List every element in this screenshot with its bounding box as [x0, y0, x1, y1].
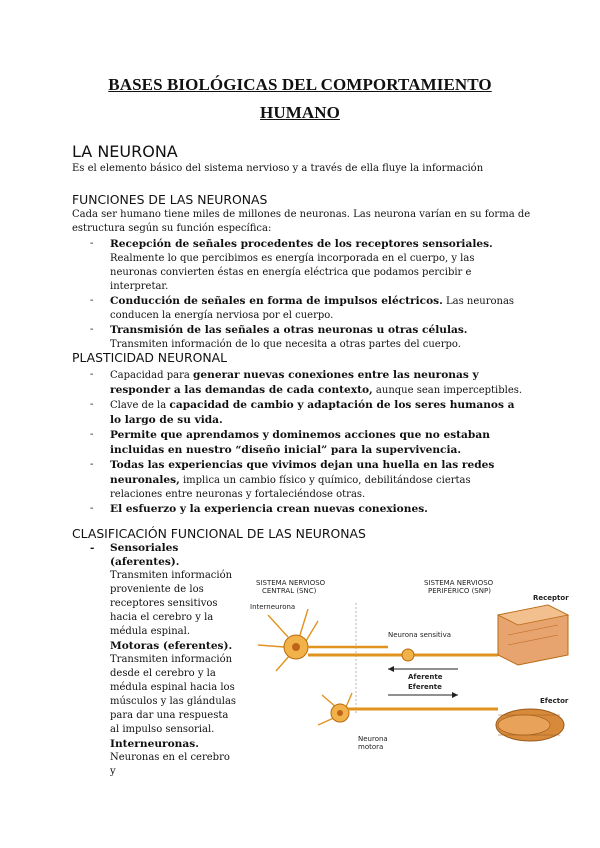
document-title-line2: HUMANO — [260, 103, 340, 122]
effector-muscle — [496, 709, 564, 741]
section-heading-funciones: FUNCIONES DE LAS NEURONAS — [72, 192, 268, 207]
interneuronas-title: Interneuronas. — [110, 738, 199, 750]
motoras-text: Transmiten información desde el cerebro y la médula espinal hacia los músculos y las glándulas para dar una respuesta al impulso sensorial. — [110, 654, 237, 735]
efferent-arrow — [452, 692, 458, 698]
funciones-item-bold: Transmisión de las señales a otras neuronas u otras células. — [110, 324, 468, 336]
interneurona-label: Interneurona — [250, 603, 296, 611]
interneuronas-text: Neuronas en el cerebro y — [110, 752, 230, 777]
afferent-arrow — [388, 666, 394, 672]
plasticidad-item-post: aunque sean imperceptibles. — [372, 385, 523, 396]
sensoriales-text: Transmiten información proveniente de los receptores sensitivos hacia el cerebro y la médula espinal. — [110, 570, 233, 637]
sensory-neuron-body — [402, 649, 414, 661]
funciones-item-text: Transmiten información de lo que necesita a otras partes del cuerpo. — [110, 339, 461, 350]
funciones-item — [88, 237, 524, 294]
motoras-title: Motoras (eferentes). — [110, 640, 233, 652]
clasificacion-list — [88, 541, 238, 779]
efector-label: Efector — [540, 697, 569, 705]
section-heading-plasticidad: PLASTICIDAD NEURONAL — [72, 350, 227, 365]
interneuron-cell — [258, 609, 388, 671]
plasticidad-item — [88, 458, 524, 502]
plasticidad-item-bold: Todas las experiencias que vivimos dejan una huella en las redes neuronales, — [110, 459, 495, 486]
snc-label-line2: CENTRAL (SNC) — [262, 587, 317, 595]
funciones-item — [88, 323, 524, 352]
sensoriales-title: - Sensoriales (aferentes). — [88, 541, 238, 569]
funciones-item-text: Realmente lo que percibimos es energía incorporada en el cuerpo, y las neuronas convierten éstas en energía eléctrica que podamos percibir e interpretar. — [110, 253, 475, 292]
neurona-definition: Es el elemento básico del sistema nervioso y a través de ella fluye la información — [72, 163, 484, 174]
snp-label-line1: SISTEMA NERVIOSO — [424, 579, 494, 587]
plasticidad-item-post: implica un cambio físico y químico, debilitándose ciertas relaciones entre neuronas y fortaleciéndose otras. — [110, 475, 471, 500]
plasticidad-item-pre: Capacidad para — [110, 370, 194, 381]
plasticidad-item-bold: generar nuevas conexiones entre las neuronas y responder a las demandas de cada contexto, — [110, 369, 479, 396]
snc-label-line1: SISTEMA NERVIOSO — [256, 579, 326, 587]
neurona-sensitiva-label: Neurona sensitiva — [388, 631, 452, 639]
plasticidad-item-pre: Clave de la — [110, 400, 170, 411]
funciones-intro: Cada ser humano tiene miles de millones de neuronas. Las neurona varían en su forma de estructura según su función específica: — [72, 209, 531, 234]
document-title-line1: BASES BIOLÓGICAS DEL COMPORTAMIENTO — [108, 75, 492, 94]
plasticidad-item-bold: Permite que aprendamos y dominemos acciones que no estaban incluidas en nuestro “diseño inicial” para la supervivencia. — [110, 429, 490, 456]
funciones-item — [88, 294, 524, 323]
motor-neuron-cell — [318, 693, 498, 725]
plasticidad-item — [88, 502, 524, 517]
plasticidad-item-bold: capacidad de cambio y adaptación de los seres humanos a lo largo de su vida. — [110, 399, 515, 426]
funciones-item-bold: Recepción de señales procedentes de los receptores sensoriales. — [110, 238, 493, 250]
aferente-label: Aferente — [408, 673, 443, 681]
section-heading-neurona: LA NEURONA — [72, 142, 178, 161]
section-heading-clasificacion: CLASIFICACIÓN FUNCIONAL DE LAS NEURONAS — [72, 526, 366, 541]
plasticidad-item — [88, 428, 524, 458]
neurona-motora-label-line2: motora — [358, 743, 384, 751]
funciones-list — [88, 237, 524, 352]
neurona-motora-label-line1: Neurona — [358, 735, 388, 743]
plasticidad-item — [88, 398, 524, 428]
funciones-item-text: Las neuronas conducen la energía nerviosa por el cuerpo. — [110, 296, 515, 321]
snp-label-line2: PERIFÉRICO (SNP) — [428, 587, 491, 595]
plasticidad-list — [88, 368, 524, 517]
receptor-label: Receptor — [533, 594, 569, 602]
plasticidad-item — [88, 368, 524, 398]
eferente-label: Eferente — [408, 683, 442, 691]
plasticidad-item-bold: El esfuerzo y la experiencia crean nuevas conexiones. — [110, 503, 428, 515]
receptor-skin-block — [498, 605, 568, 665]
funciones-item-bold: Conducción de señales en forma de impulsos eléctricos. — [110, 295, 443, 307]
neuron-pathway-diagram — [248, 575, 578, 775]
